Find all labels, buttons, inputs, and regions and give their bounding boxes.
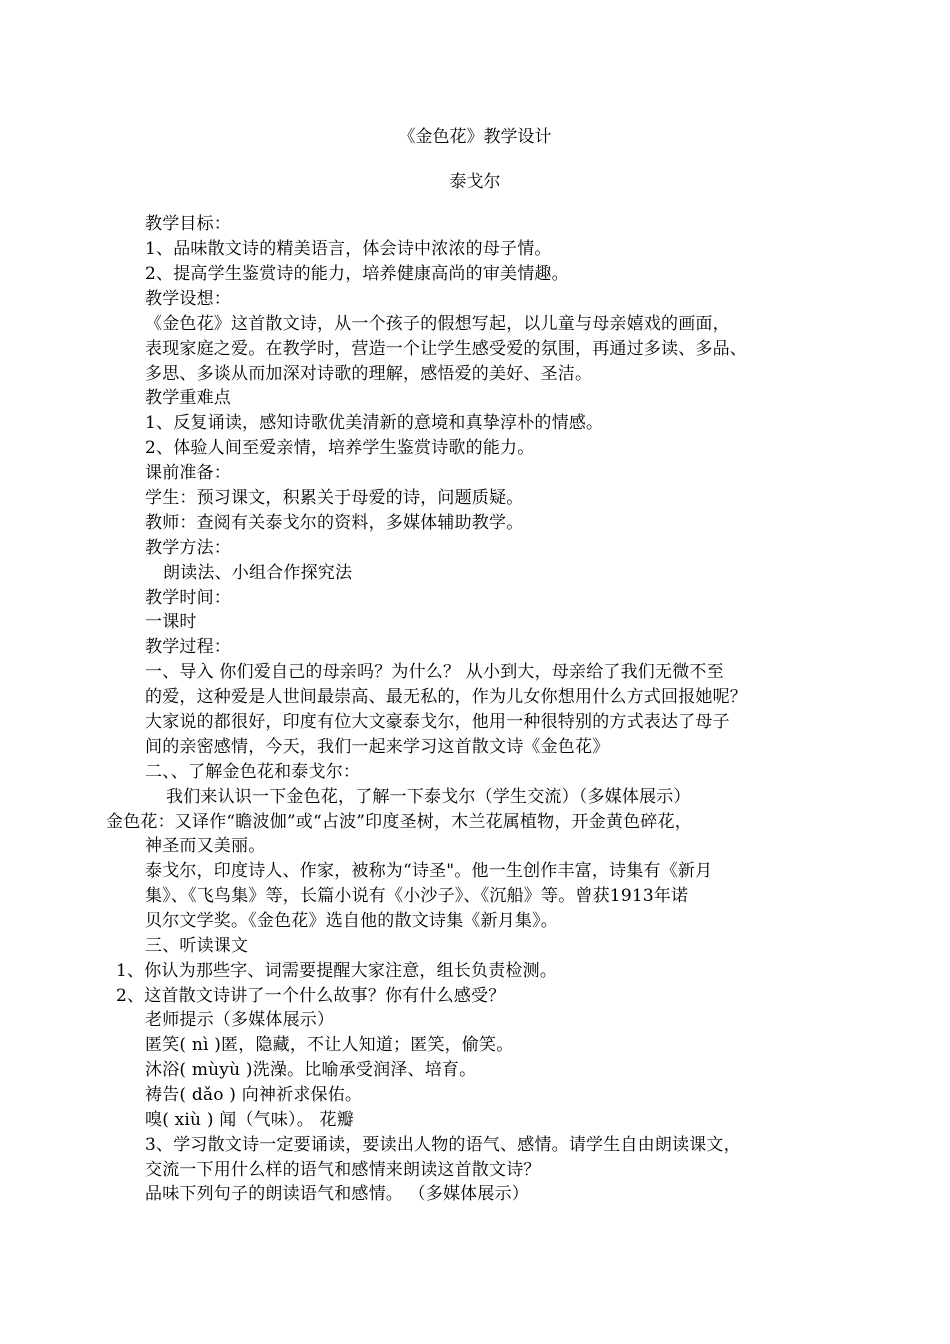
paragraph-line: 1、反复诵读，感知诗歌优美清新的意境和真挚淳朴的情感。 <box>145 413 604 433</box>
paragraph-line: 的爱，这种爱是人世间最崇高、最无私的，作为儿女你想用什么方式回报她呢？ <box>145 687 747 707</box>
paragraph-line: 嗅( xiù ) 闻（气味）。 花瓣 <box>145 1110 354 1130</box>
paragraph-line: 教学重难点 <box>145 388 231 408</box>
paragraph-line: 表现家庭之爱。在教学时，营造一个让学生感受爱的氛围，再通过多读、多品、 <box>145 339 747 359</box>
paragraph-line: 教学过程： <box>145 637 231 657</box>
paragraph-line: 一、导入 你们爱自己的母亲吗？为什么？ 从小到大，母亲给了我们无微不至 <box>145 662 724 682</box>
document-author: 泰戈尔 <box>449 172 501 192</box>
paragraph-line: 2、这首散文诗讲了一个什么故事？你有什么感受？ <box>116 986 506 1006</box>
document-title: 《金色花》教学设计 <box>398 127 552 147</box>
paragraph-line: 3、学习散文诗一定要诵读，要读出人物的语气、感情。请学生自由朗读课文， <box>145 1135 741 1155</box>
paragraph-line: 1、品味散文诗的精美语言，体会诗中浓浓的母子情。 <box>145 239 552 259</box>
paragraph-line: 《金色花》这首散文诗，从一个孩子的假想写起，以儿童与母亲嬉戏的画面， <box>145 314 730 334</box>
paragraph-line: 一课时 <box>145 612 197 632</box>
paragraph-line: 交流一下用什么样的语气和感情来朗读这首散文诗？ <box>145 1160 541 1180</box>
paragraph-line: 间的亲密感情，今天，我们一起来学习这首散文诗《金色花》 <box>145 737 610 757</box>
paragraph-line: 教学方法： <box>145 538 231 558</box>
paragraph-line: 2、提高学生鉴赏诗的能力，培养健康高尚的审美情趣。 <box>145 264 569 284</box>
paragraph-line: 祷告( dǎo ) 向神祈求保佑。 <box>145 1085 363 1105</box>
paragraph-line: 老师提示（多媒体展示） <box>145 1010 335 1030</box>
paragraph-line: 朗读法、小组合作探究法 <box>163 563 353 583</box>
paragraph-line: 集》、《飞鸟集》等，长篇小说有《小沙子》、《沉船》等。曾获1913年诺 <box>145 886 689 906</box>
paragraph-line: 二、、了解金色花和泰戈尔： <box>145 762 361 782</box>
paragraph-line: 教学设想： <box>145 289 231 309</box>
paragraph-line: 教师：查阅有关泰戈尔的资料，多媒体辅助教学。 <box>145 513 524 533</box>
paragraph-line: 2、体验人间至爱亲情，培养学生鉴赏诗歌的能力。 <box>145 438 535 458</box>
paragraph-line: 1、你认为那些字、词需要提醒大家注意，组长负责检测。 <box>116 961 558 981</box>
paragraph-line: 教学目标： <box>145 214 231 234</box>
paragraph-line: 泰戈尔，印度诗人、作家，被称为“诗圣"。他一生创作丰富，诗集有《新月 <box>145 861 713 881</box>
paragraph-line: 学生：预习课文，积累关于母爱的诗，问题质疑。 <box>145 488 524 508</box>
paragraph-line: 课前准备： <box>145 463 231 483</box>
paragraph-line: 大家说的都很好，印度有位大文豪泰戈尔，他用一种很特别的方式表达了母子 <box>145 712 730 732</box>
paragraph-line: 贝尔文学奖。《金色花》选自他的散文诗集《新月集》。 <box>145 911 558 931</box>
paragraph-line: 神圣而又美丽。 <box>145 836 266 856</box>
paragraph-line: 金色花：又译作“瞻波伽”或“占波”印度圣树，木兰花属植物，开金黄色碎花， <box>106 812 692 832</box>
paragraph-line: 匿笑( nì )匿，隐藏，不让人知道；匿笑，偷笑。 <box>145 1035 514 1055</box>
paragraph-line: 我们来认识一下金色花，了解一下泰戈尔（学生交流）（多媒体展示） <box>166 787 691 807</box>
paragraph-line: 品味下列句子的朗读语气和感情。 （多媒体展示） <box>145 1184 530 1204</box>
paragraph-line: 多思、多谈从而加深对诗歌的理解，感悟爱的美好、圣洁。 <box>145 364 593 384</box>
paragraph-line: 教学时间： <box>145 588 231 608</box>
paragraph-line: 沐浴( mùyù )洗澡。比喻承受润泽、培育。 <box>145 1060 477 1080</box>
paragraph-line: 三、听读课文 <box>145 936 249 956</box>
